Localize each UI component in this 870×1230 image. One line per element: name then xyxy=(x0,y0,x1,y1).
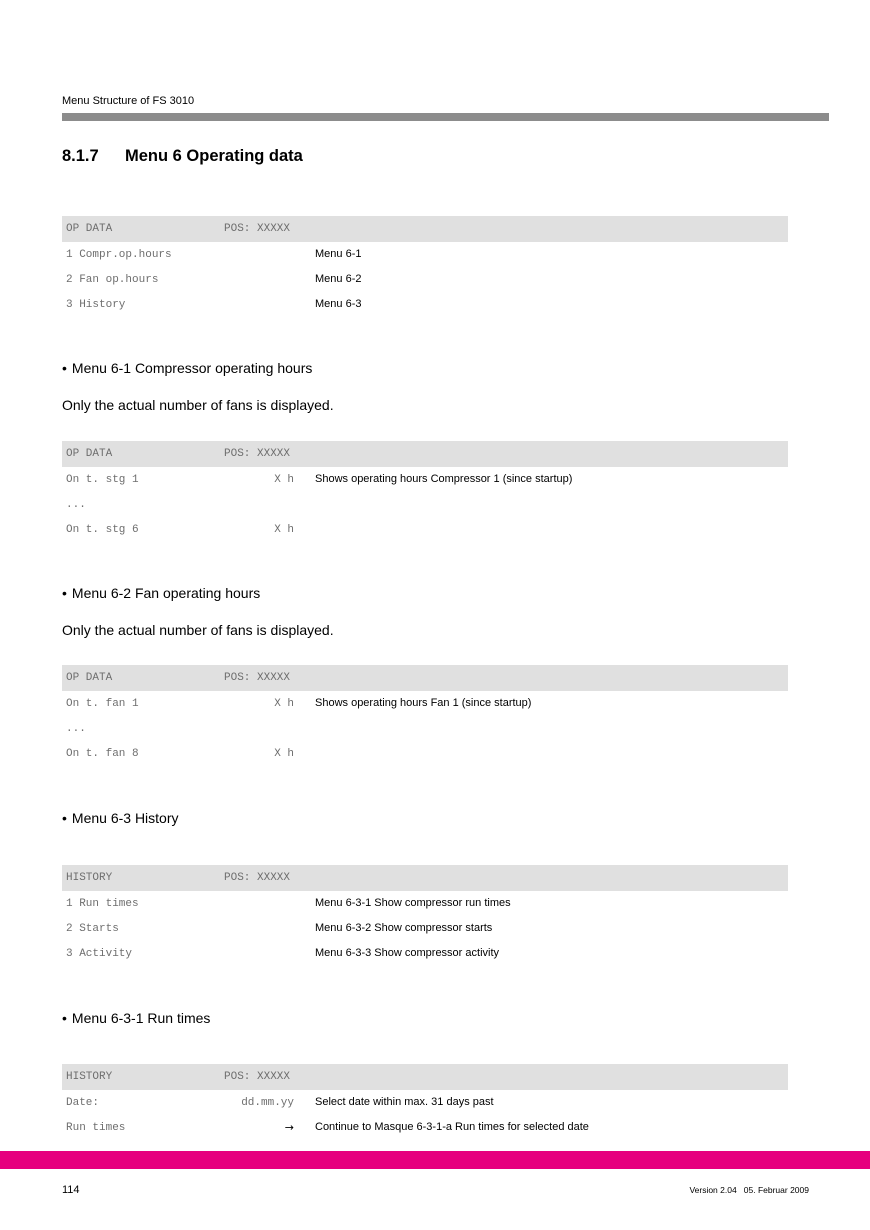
bullet-menu-6-3-1 xyxy=(62,1010,210,1026)
table-header-pos: POS: XXXXX xyxy=(224,448,291,460)
section-heading xyxy=(62,147,303,166)
table-row xyxy=(62,691,788,716)
menu-table-history xyxy=(62,865,788,966)
menu-entry: On t. fan 8 xyxy=(66,748,139,760)
bullet-text: Menu 6-2 Fan operating hours xyxy=(71,585,261,601)
menu-value: X h xyxy=(274,524,294,536)
bullet-menu-6-2 xyxy=(62,585,260,601)
menu-entry: 2 Starts xyxy=(66,923,119,935)
menu-entry: Run times xyxy=(66,1122,126,1134)
table-header-pos: POS: XXXXX xyxy=(224,872,291,884)
menu-description: Menu 6-2 xyxy=(315,273,362,285)
footer-accent-bar xyxy=(0,1151,870,1169)
table-header-row xyxy=(62,216,788,242)
menu-entry: Date: xyxy=(66,1097,100,1109)
menu-description: Select date within max. 31 days past xyxy=(315,1096,494,1108)
menu-entry: On t. stg 1 xyxy=(66,474,139,486)
table-row xyxy=(62,267,788,292)
menu-entry: 1 Compr.op.hours xyxy=(66,249,172,261)
version-info: Version 2.04 05. Februar 2009 xyxy=(689,1185,809,1195)
menu-entry: 2 Fan op.hours xyxy=(66,274,159,286)
table-header-row xyxy=(62,1064,788,1090)
page-header-title: Menu Structure of FS 3010 xyxy=(62,95,195,107)
menu-entry: On t. stg 6 xyxy=(66,524,139,536)
table-row xyxy=(62,916,788,941)
table-header-title: OP DATA xyxy=(66,223,113,235)
page-number: 114 xyxy=(62,1184,80,1196)
menu-description: Menu 6-3 xyxy=(315,298,362,310)
menu-table-run-times xyxy=(62,1064,788,1140)
menu-entry: ... xyxy=(66,723,86,735)
table-header-pos: POS: XXXXX xyxy=(224,223,291,235)
table-header-title: OP DATA xyxy=(66,672,113,684)
table-row xyxy=(62,1115,788,1140)
menu-description: Menu 6-1 xyxy=(315,248,362,260)
bullet-icon: • xyxy=(62,360,67,376)
table-header-pos: POS: XXXXX xyxy=(224,672,291,684)
menu-description: Shows operating hours Compressor 1 (since startup) xyxy=(315,473,573,485)
table-row xyxy=(62,242,788,267)
table-row xyxy=(62,292,788,317)
table-header-row xyxy=(62,441,788,467)
menu-description: Shows operating hours Fan 1 (since startup) xyxy=(315,697,532,709)
menu-value: X h xyxy=(274,474,294,486)
bullet-text: Menu 6-3 History xyxy=(71,810,179,826)
table-row xyxy=(62,716,788,741)
table-row xyxy=(62,517,788,542)
menu-value: dd.mm.yy xyxy=(241,1097,294,1109)
table-row xyxy=(62,492,788,517)
menu-entry: On t. fan 1 xyxy=(66,698,139,710)
table-header-pos: POS: XXXXX xyxy=(224,1071,291,1083)
table-header-title: HISTORY xyxy=(66,872,113,884)
menu-entry: ... xyxy=(66,499,86,511)
bullet-icon: • xyxy=(62,1010,67,1026)
menu-entry: 3 History xyxy=(66,299,126,311)
bullet-icon: • xyxy=(62,585,67,601)
note-paragraph: Only the actual number of fans is displayed. xyxy=(62,397,334,413)
table-header-title: HISTORY xyxy=(66,1071,113,1083)
arrow-right-icon: → xyxy=(284,1121,294,1134)
note-paragraph: Only the actual number of fans is displayed. xyxy=(62,622,334,638)
menu-description: Menu 6-3-3 Show compressor activity xyxy=(315,947,500,959)
table-row xyxy=(62,891,788,916)
table-row xyxy=(62,741,788,766)
menu-description: Menu 6-3-1 Show compressor run times xyxy=(315,897,511,909)
header-rule xyxy=(62,113,829,121)
bullet-text: Menu 6-3-1 Run times xyxy=(71,1010,211,1026)
menu-description: Continue to Masque 6-3-1-a Run times for selected date xyxy=(315,1121,589,1133)
table-row xyxy=(62,467,788,492)
bullet-icon: • xyxy=(62,810,67,826)
bullet-menu-6-3 xyxy=(62,810,179,826)
section-title: Menu 6 Operating data xyxy=(125,147,303,165)
table-header-row xyxy=(62,865,788,891)
menu-entry: 3 Activity xyxy=(66,948,133,960)
menu-table-fan-hours xyxy=(62,665,788,766)
table-header-title: OP DATA xyxy=(66,448,113,460)
bullet-menu-6-1 xyxy=(62,360,312,376)
menu-entry: 1 Run times xyxy=(66,898,139,910)
bullet-text: Menu 6-1 Compressor operating hours xyxy=(71,360,313,376)
menu-value: X h xyxy=(274,698,294,710)
section-number: 8.1.7 xyxy=(62,147,99,165)
menu-table-compressor-hours xyxy=(62,441,788,542)
table-row xyxy=(62,941,788,966)
menu-table-op-data xyxy=(62,216,788,317)
menu-value: X h xyxy=(274,748,294,760)
table-row xyxy=(62,1090,788,1115)
table-header-row xyxy=(62,665,788,691)
menu-description: Menu 6-3-2 Show compressor starts xyxy=(315,922,493,934)
